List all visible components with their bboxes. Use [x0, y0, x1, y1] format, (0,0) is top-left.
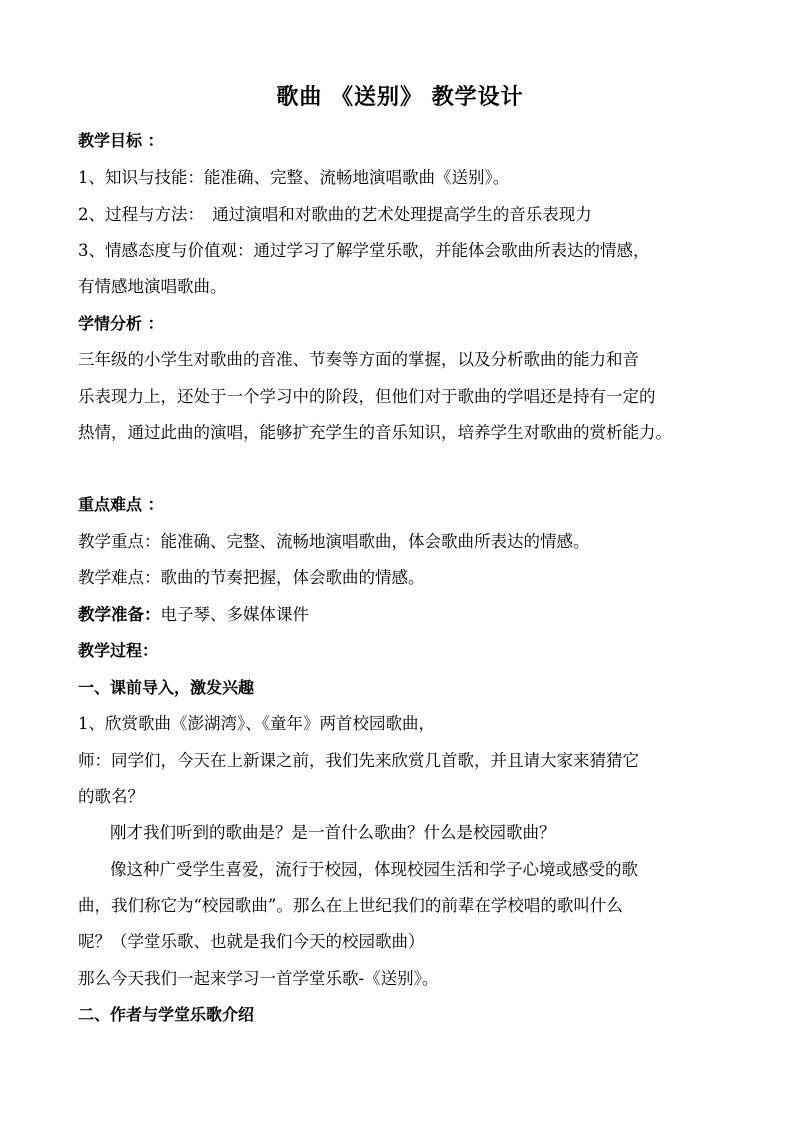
- goal-attitude-values: 3、情感态度与价值观：通过学习了解学堂乐歌，并能体会歌曲所表达的情感，: [78, 241, 650, 260]
- heading-student-analysis: 学情分析 ：: [78, 314, 164, 333]
- heading-key-points: 重点难点 ：: [78, 495, 164, 514]
- section-1-heading: 一、课前导入，激发兴趣: [78, 678, 255, 697]
- question-line: 刚才我们听到的歌曲是？是一首什么歌曲？什么是校园歌曲？: [110, 823, 556, 842]
- key-point-focus: 教学重点：能准确、完整、流畅地演唱歌曲，体会歌曲所表达的情感。: [78, 532, 590, 551]
- process-step-1: 1、欣赏歌曲《澎湖湾》、《童年》两首校园歌曲，: [78, 714, 435, 733]
- intro-line: 那么今天我们一起来学习一首学堂乐歌-《送别》。: [78, 969, 439, 988]
- section-2-heading: 二、作者与学堂乐歌介绍: [78, 1005, 255, 1024]
- teacher-line-1: 师：同学们，今天在上新课之前，我们先来欣赏几首歌，并且请大家来猜猜它: [78, 751, 639, 770]
- heading-teaching-process: 教学过程：: [78, 641, 159, 660]
- goal-knowledge-skills: 1、知识与技能：能准确、完整、流畅地演唱歌曲《送别》。: [78, 168, 510, 187]
- campus-song-line-3: 呢？（学堂乐歌、也就是我们今天的校园歌曲）: [78, 932, 425, 951]
- analysis-line-1: 三年级的小学生对歌曲的音准、节奏等方面的掌握，以及分析歌曲的能力和音: [78, 350, 639, 369]
- goal-attitude-values-cont: 有情感地演唱歌曲。: [78, 277, 227, 296]
- teacher-line-2: 的歌名？: [78, 787, 144, 806]
- analysis-line-2: 乐表现力上，还处于一个学习中的阶段，但他们对于歌曲的学唱还是持有一定的: [78, 387, 656, 406]
- teaching-prep-value: 电子琴、多媒体课件: [160, 605, 309, 624]
- teaching-prep-label: 教学准备：: [78, 605, 161, 624]
- heading-teaching-goals: 教学目标 ：: [78, 131, 164, 150]
- document-title: 歌曲 《送别》 教学设计: [276, 85, 524, 110]
- campus-song-line-1: 像这种广受学生喜爱，流行于校园，体现校园生活和学子心境或感受的歌: [110, 860, 638, 879]
- goal-process-methods: 2、过程与方法： 通过演唱和对歌曲的艺术处理提高学生的音乐表现力: [78, 205, 592, 224]
- campus-song-line-2: 曲，我们称它为“校园歌曲”。那么在上世纪我们的前辈在学校唱的歌叫什么: [78, 896, 623, 915]
- teaching-prep: [78, 604, 728, 626]
- key-point-difficulty: 教学难点：歌曲的节奏把握，体会歌曲的情感。: [78, 568, 425, 587]
- analysis-line-3: 热情，通过此曲的演唱，能够扩充学生的音乐知识，培养学生对歌曲的赏析能力。: [78, 423, 672, 442]
